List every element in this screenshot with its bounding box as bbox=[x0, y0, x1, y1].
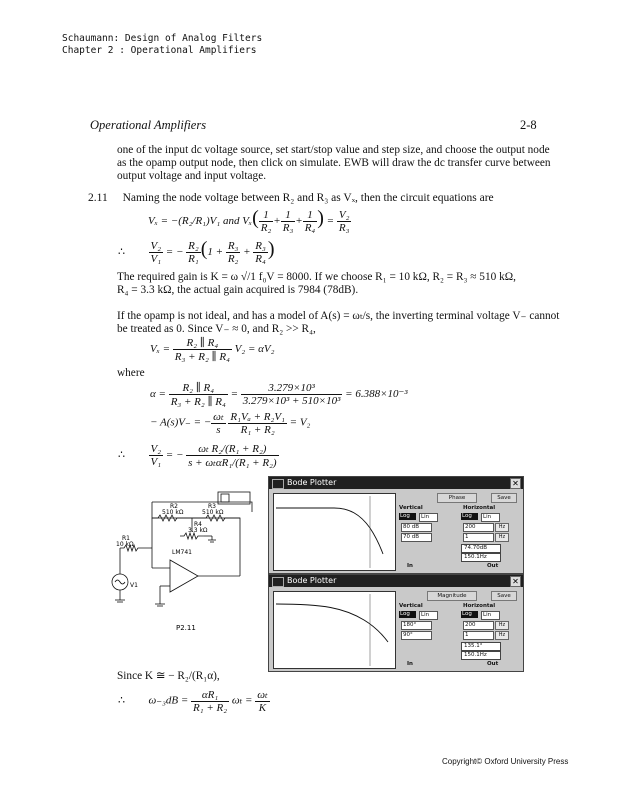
eq6-left-num: V₂ bbox=[150, 443, 162, 455]
eq4-frac1-num: R₂ ∥ R₄ bbox=[169, 381, 228, 395]
eq1-rhs-num: V₂ bbox=[338, 208, 350, 221]
bode2-title: Bode Plotter bbox=[287, 576, 337, 585]
bode1-horizontal-label: Horizontal bbox=[463, 505, 496, 511]
nonideal-paragraph bbox=[117, 310, 559, 336]
bode2-app-icon bbox=[272, 577, 284, 587]
equation-3 bbox=[150, 336, 274, 363]
bode2-out-terminal[interactable]: Out bbox=[487, 661, 499, 667]
document-header bbox=[62, 33, 262, 57]
eq2-in1-num: R₃ bbox=[227, 239, 239, 252]
since-text: Since K ≅ − R₂/(R₁α), bbox=[117, 670, 220, 682]
bode1-plot-area bbox=[273, 493, 396, 571]
bode1-in-terminal[interactable]: In bbox=[407, 563, 413, 569]
bode1-v-final-field[interactable]: 80 dB bbox=[401, 523, 432, 532]
page-number: 2-8 bbox=[520, 118, 537, 132]
equation-4: α = $\frac{\text{R₂ ∥ R₄}}{\text{R₃ + R₂ ∥ R₄}}$ = $\frac{\text{3.279×10³}}{\text{3.279×10³ + 510×10³}}$ = 6.388×10⁻³ bbox=[150, 382, 408, 408]
bode1-vertical-label: Vertical bbox=[399, 505, 423, 511]
eq5-frac1-num: ωₜ bbox=[213, 411, 224, 423]
bode1-readout-value: 74.70dB bbox=[461, 544, 501, 553]
bode1-curve bbox=[274, 494, 395, 570]
equation-5 bbox=[150, 410, 310, 436]
bode2-h-final-field[interactable]: 200 bbox=[463, 621, 494, 630]
bode1-h-final-unit[interactable]: Hz bbox=[495, 523, 509, 532]
eq2-left-num: V₂ bbox=[150, 239, 162, 252]
bode2-h-lin-button[interactable]: Lin bbox=[481, 611, 500, 620]
bode2-curve bbox=[274, 592, 395, 668]
bode2-readout-frequency: 150.1Hz bbox=[461, 651, 501, 660]
bode2-v-log-button[interactable]: Log bbox=[399, 611, 416, 618]
therefore-symbol-3: ∴ bbox=[118, 694, 125, 707]
eq1-frac3-num: 1 bbox=[303, 209, 318, 222]
bode2-v-initial-field[interactable]: 90° bbox=[401, 631, 432, 640]
bode1-out-terminal[interactable]: Out bbox=[487, 563, 499, 569]
bode1-close-icon[interactable]: ✕ bbox=[510, 478, 521, 489]
bode2-mode-a-button[interactable]: Magnitude bbox=[427, 591, 477, 601]
bode1-mode-a-button[interactable]: Phase bbox=[437, 493, 477, 503]
bode2-in-terminal[interactable]: In bbox=[407, 661, 413, 667]
eq7-left: ω₋₃dB = bbox=[148, 694, 189, 707]
section-heading bbox=[88, 192, 494, 204]
r1-label: R1 bbox=[122, 535, 130, 542]
eq5-frac2-den: R₁ + R₂ bbox=[240, 423, 275, 436]
r2-value: 510 kΩ bbox=[162, 509, 184, 516]
bode1-h-lin-button[interactable]: Lin bbox=[481, 513, 500, 522]
eq1-frac1-den: R₂ bbox=[260, 221, 272, 234]
intro-line-2: as the opamp output node, then click on simulate. EWB will draw the dc transfer curve between bbox=[117, 157, 551, 170]
source-label: V1 bbox=[130, 582, 138, 589]
header-line-1: Schaumann: Design of Analog Filters bbox=[62, 33, 263, 44]
eq5-frac1-den: s bbox=[216, 424, 221, 436]
intro-line-3: output voltage and input voltage. bbox=[117, 170, 267, 183]
section-lead: Naming the node voltage between R₂ and R₃ as Vₓ, then the circuit equations are bbox=[122, 192, 494, 204]
bode1-app-icon bbox=[272, 479, 284, 489]
eq4-frac1-den: R₃ + R₂ ∥ R₄ bbox=[170, 396, 226, 408]
figure-caption: P2.11 bbox=[176, 624, 196, 632]
intro-line-1: one of the input dc voltage source, set start/stop value and step size, and choose the output node bbox=[117, 144, 550, 156]
eq7-frac2-num: ωₜ bbox=[257, 689, 268, 701]
opamp-label: LM741 bbox=[172, 549, 192, 556]
bode2-h-final-unit[interactable]: Hz bbox=[495, 621, 509, 630]
gain-line-1: The required gain is K = ω √/1 f₀V = 8000. If we choose R₁ = 10 kΩ, R₂ = R₃ ≈ 510 kΩ, bbox=[117, 271, 516, 283]
r2-label: R2 bbox=[170, 503, 178, 510]
bode2-readout-value: 135.1° bbox=[461, 642, 501, 651]
eq5-right: = V₂ bbox=[289, 416, 311, 429]
section-number: 2.11 bbox=[88, 192, 108, 204]
r3-value: 510 kΩ bbox=[202, 509, 224, 516]
eq6-right-den: s + ωₜαR₁/(R₁ + R₂) bbox=[188, 457, 277, 469]
bode2-save-button[interactable]: Save bbox=[491, 591, 517, 601]
eq4-right: = 6.388×10⁻³ bbox=[345, 388, 408, 401]
equation-2: ∴ $\frac{\text{V₂}}{\text{V₁}}$ = − $\frac{\text{R₂}}{\text{R₁}}$ (1 + $\frac{\text{R₃}}{\text{R₂}}$ + $\frac{\text{R₃}}{\text{R₄}}$ ) bbox=[118, 238, 275, 265]
eq2-in2-num: R₃ bbox=[255, 239, 266, 252]
bode1-readout-frequency: 150.1Hz bbox=[461, 553, 501, 562]
therefore-symbol-2: ∴ bbox=[118, 449, 125, 462]
eq1-frac2-num: 1 bbox=[281, 209, 296, 222]
r1-value: 10 kΩ bbox=[116, 541, 134, 548]
eq7-frac1-den: R₁ + R₂ bbox=[193, 701, 228, 714]
r4-label: R4 bbox=[194, 521, 202, 528]
bode2-h-initial-unit[interactable]: Hz bbox=[495, 631, 509, 640]
eq4-frac2-num: 3.279×10³ bbox=[241, 382, 343, 395]
bode2-v-lin-button[interactable]: Lin bbox=[419, 611, 438, 620]
r3-label: R3 bbox=[208, 503, 216, 510]
eq2-in2-den: R₄ bbox=[255, 252, 266, 265]
eq5-left: − A(s)V₋ = − bbox=[150, 416, 212, 429]
bode-plotter-window-1[interactable] bbox=[268, 476, 524, 574]
eq2-left-den: V₁ bbox=[150, 252, 162, 265]
eq1-rhs-den: R₃ bbox=[338, 221, 350, 234]
equation-6: ∴ $\frac{\text{V₂}}{\text{V₁}}$ = − $\frac{\text{ωₜ R₂/(R₁ + R₂)}}{\text{s + ωₜαR₁/(R₁ + R₂)}}$ bbox=[118, 443, 277, 469]
opamp-triangle bbox=[170, 560, 198, 592]
copyright-footer: Copyright© Oxford University Press bbox=[442, 757, 569, 766]
eq4-left: α = bbox=[150, 388, 166, 401]
bode2-horizontal-label: Horizontal bbox=[463, 603, 496, 609]
bode2-h-log-button[interactable]: Log bbox=[461, 611, 478, 618]
bode1-titlebar bbox=[269, 477, 523, 489]
eq6-right-num: ωₜ R₂/(R₁ + R₂) bbox=[186, 442, 278, 456]
bode2-v-final-field[interactable]: 180° bbox=[401, 621, 432, 630]
bode2-close-icon[interactable]: ✕ bbox=[510, 576, 521, 587]
eq3-num: R₂ ∥ R₄ bbox=[173, 336, 232, 350]
nonideal-line-1: If the opamp is not ideal, and has a model of A(s) = ωₜ/s, the inverting terminal voltage V₋ cannot bbox=[117, 310, 560, 322]
eq1-left: Vₓ = −(R₂/R₁)V₁ and Vₓ bbox=[148, 215, 253, 227]
eq4-frac2-den: 3.279×10³ + 510×10³ bbox=[242, 395, 341, 407]
gain-line-2: R₄ = 3.3 kΩ, the actual gain acquired is 7984 (78dB). bbox=[117, 284, 359, 297]
eq3-den: R₃ + R₂ ∥ R₄ bbox=[174, 351, 230, 363]
eq7-frac2-den: K bbox=[258, 702, 267, 714]
bode1-v-initial-field[interactable]: 70 dB bbox=[401, 533, 432, 542]
bode1-v-log-button[interactable]: Log bbox=[399, 513, 416, 520]
running-head: Operational Amplifiers bbox=[90, 118, 207, 132]
therefore-symbol-1: ∴ bbox=[118, 246, 125, 258]
bode1-v-lin-button[interactable]: Lin bbox=[419, 513, 438, 522]
bode1-h-initial-field[interactable]: 1 bbox=[463, 533, 494, 542]
where-label: where bbox=[117, 367, 145, 379]
bode1-h-final-field[interactable]: 200 bbox=[463, 523, 494, 532]
eq2-in1-den: R₂ bbox=[227, 252, 239, 265]
bode1-h-initial-unit[interactable]: Hz bbox=[495, 533, 509, 542]
equation-1: Vₓ = −(R₂/R₁)V₁ and Vₓ( $\frac{1}{\text{R₂}}$ + $\frac{1}{\text{R₃}}$ + $\frac{1}{\text{R₄}}$ ) = $\frac{\text{V₂}}{\text{R₃}}$ bbox=[148, 207, 350, 234]
eq7-mid: ωₜ = bbox=[231, 694, 253, 707]
bode2-plot-area bbox=[273, 591, 396, 669]
r4-value: 3.3 kΩ bbox=[188, 527, 208, 534]
eq1-frac1-num: 1 bbox=[259, 209, 274, 222]
bode2-h-initial-field[interactable]: 1 bbox=[463, 631, 494, 640]
eq1-frac3-den: R₄ bbox=[304, 221, 316, 234]
bode2-vertical-label: Vertical bbox=[399, 603, 423, 609]
equation-7 bbox=[118, 688, 270, 714]
nonideal-line-2: be treated as 0. Since V₋ ≈ 0, and R₂ >> R₄, bbox=[117, 323, 316, 336]
bode-plotter-window-2[interactable] bbox=[268, 574, 524, 672]
eq3-right: V₂ = αV₂ bbox=[234, 343, 275, 356]
bode1-title: Bode Plotter bbox=[287, 478, 337, 487]
intro-paragraph bbox=[117, 144, 551, 184]
gain-paragraph bbox=[117, 271, 516, 297]
bode1-h-log-button[interactable]: Log bbox=[461, 513, 478, 520]
circuit-schematic bbox=[100, 488, 260, 638]
eq2-mid-den: R₁ bbox=[188, 252, 199, 265]
eq1-frac2-den: R₃ bbox=[282, 221, 294, 234]
eq3-left: Vₓ = bbox=[150, 343, 171, 356]
eq5-frac2-num: R₁Vₐ + R₂V₁ bbox=[230, 410, 285, 423]
bode1-save-button[interactable]: Save bbox=[491, 493, 517, 503]
eq6-left-den: V₁ bbox=[150, 456, 162, 468]
eq7-frac1-num: αR₁ bbox=[191, 689, 229, 702]
eq2-mid-num: R₂ bbox=[188, 239, 199, 252]
header-line-2: Chapter 2 : Operational Amplifiers bbox=[62, 45, 257, 56]
bode2-titlebar bbox=[269, 575, 523, 587]
